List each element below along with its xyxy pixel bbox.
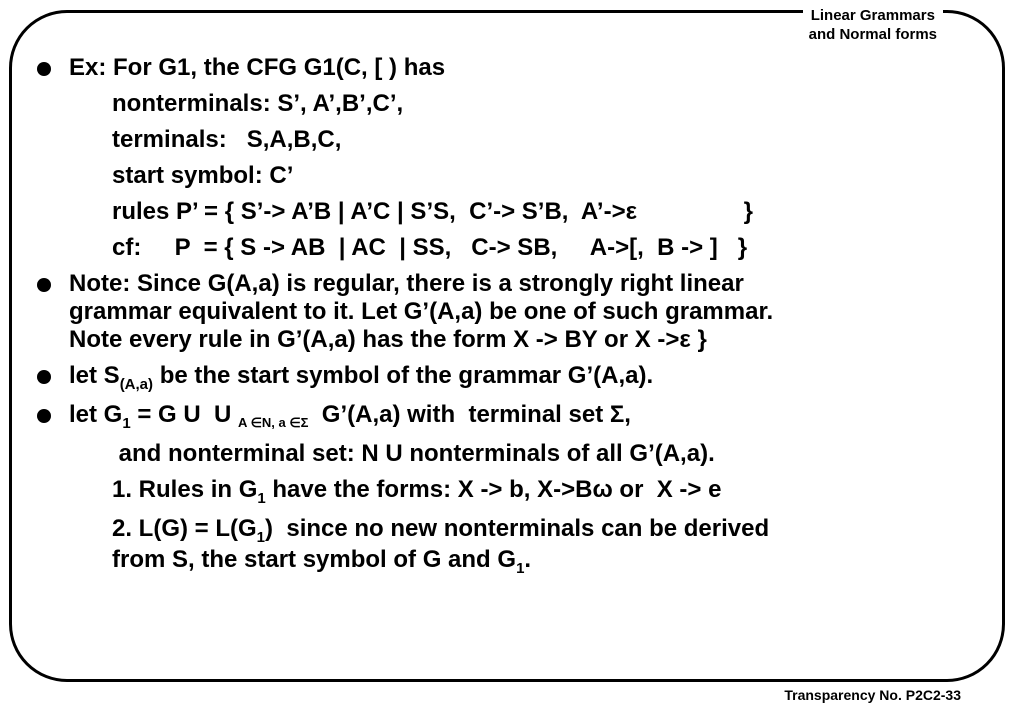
sub-item-text: start symbol: C’ — [112, 162, 294, 189]
missing-glyph-icon — [84, 479, 94, 497]
text-segment: be the start symbol of the grammar G’(A,a). — [153, 362, 654, 389]
sub-item-text — [112, 476, 1004, 507]
header-title-line1: Linear Grammars — [810, 7, 935, 24]
header-title-line2: and Normal forms — [808, 26, 937, 43]
bullet-grammar-union — [34, 401, 1004, 432]
missing-glyph-icon — [84, 237, 94, 255]
bullet-example — [34, 54, 1004, 82]
note-line-2: grammar equivalent to it. Let G’(A,a) be one of such grammar. — [69, 298, 774, 325]
bullet-icon — [37, 278, 51, 292]
bullet-text — [69, 401, 1004, 432]
note-line-3: Note every rule in G’(A,a) has the form X -> BY or X ->ε } — [69, 326, 707, 353]
text-segment: = G U U — [130, 401, 239, 428]
sub-item-language-equality — [34, 515, 1004, 577]
note-line-1: Note: Since G(A,a) is regular, there is a strongly right linear — [69, 270, 744, 297]
missing-glyph-icon — [84, 93, 94, 111]
sub-item-text: rules P’ = { S’-> A’B | A’C | S’S, C’-> S’B, A’->ε } — [112, 198, 754, 225]
bullet-text — [69, 362, 1004, 393]
sub-item-text: cf: P = { S -> AB | AC | SS, C-> SB, A->[, B -> ] } — [112, 234, 748, 261]
bullet-note — [34, 270, 1004, 354]
subscript: 1 — [516, 560, 525, 577]
missing-glyph-icon — [84, 165, 94, 183]
union-index-subscript: A ∈N, a ∈Σ — [238, 415, 309, 430]
sub-item-text: nonterminals: S’, A’,B’,C’, — [112, 90, 404, 117]
sub-item-text: and nonterminal set: N U nonterminals of all G’(A,a). — [112, 440, 715, 467]
slide-header — [803, 6, 943, 44]
text-segment: let S — [69, 362, 120, 389]
subscript: 1 — [257, 490, 266, 507]
missing-glyph-icon — [84, 518, 94, 536]
subscript: 1 — [256, 529, 266, 546]
missing-glyph-icon — [84, 129, 94, 147]
sub-item-nonterminals — [34, 90, 1004, 118]
text-segment: let G — [69, 401, 123, 428]
missing-glyph-icon — [84, 201, 94, 219]
sub-item-text: terminals: S,A,B,C, — [112, 126, 342, 153]
missing-glyph-icon — [84, 443, 94, 461]
sub-item-line-1 — [112, 515, 1004, 546]
sub-item-rule-forms — [34, 476, 1004, 507]
text-segment: 2. L(G) = L(G — [112, 515, 257, 542]
sub-item-rules — [34, 198, 1004, 226]
bullet-icon — [37, 62, 51, 76]
text-segment: . — [524, 546, 532, 573]
bullet-start-symbol — [34, 362, 1004, 393]
text-segment: from S, the start symbol of G and G — [112, 546, 517, 573]
bullet-text: Ex: For G1, the CFG G1(C, [ ) has — [69, 54, 446, 81]
sub-item-terminals — [34, 126, 1004, 154]
sub-item-cf — [34, 234, 1004, 262]
bullet-icon — [37, 409, 51, 423]
subscript: (A,a) — [119, 376, 154, 393]
sub-item-line-2 — [112, 546, 1004, 577]
text-segment: have the forms: X -> b, X->Bω or X -> e — [265, 476, 722, 503]
text-segment: 1. Rules in G — [112, 476, 258, 503]
slide-footer: Transparency No. P2C2-33 — [778, 687, 967, 703]
sub-item-nonterminal-set — [34, 440, 1004, 468]
text-segment: G’(A,a) with terminal set Σ, — [308, 401, 631, 428]
bullet-icon — [37, 370, 51, 384]
sub-item-start-symbol — [34, 162, 1004, 190]
subscript: 1 — [122, 415, 131, 432]
slide-content — [34, 54, 1004, 585]
text-segment: ) since no new nonterminals can be derived — [265, 515, 770, 542]
